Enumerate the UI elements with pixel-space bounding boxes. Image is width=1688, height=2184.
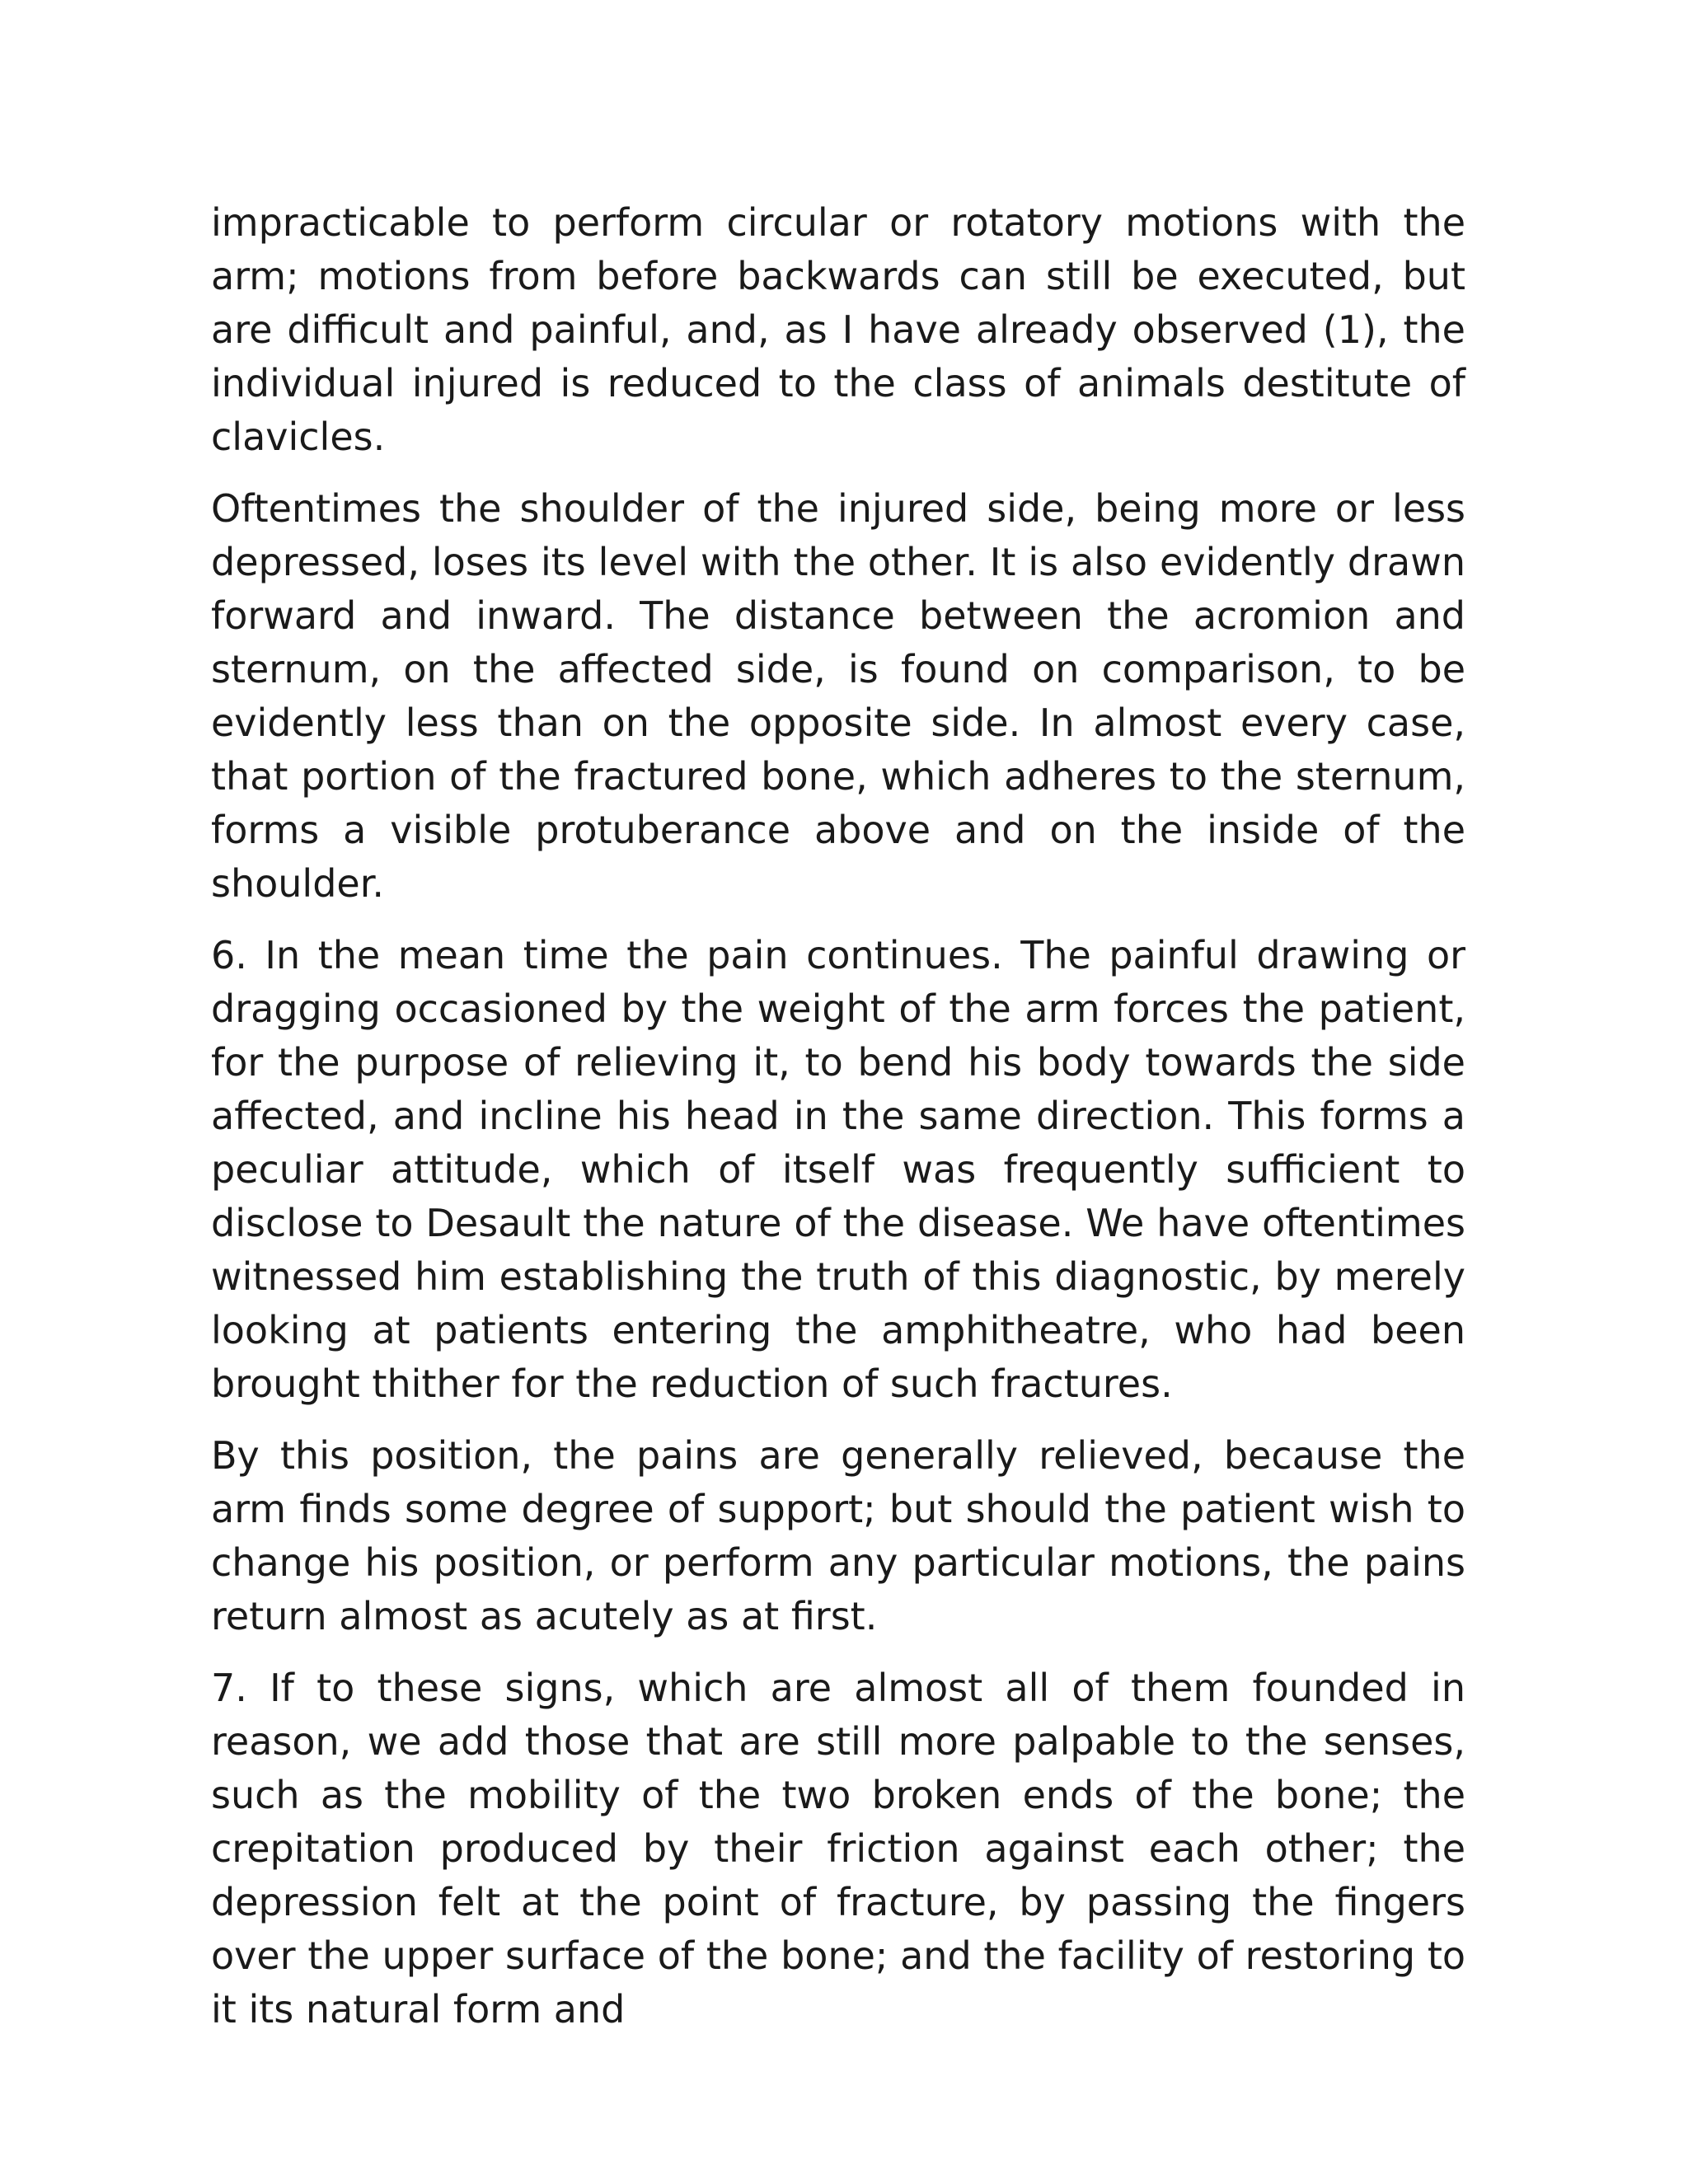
body-text (211, 196, 1465, 2055)
paragraph: By this position, the pains are generally relieved, because the arm finds some degree of support; but should the patient wish to change his position, or perform any particular motions, the pains return almost as acutely as at first. (211, 1433, 1465, 1638)
paragraph: 7. If to these signs, which are almost all of them founded in reason, we add those that are still more palpable to the senses, such as the mobility of the two broken ends of the bone; the crepitation produced by their friction against each other; the depression felt at the point of fracture, by passing the fingers over the upper surface of the bone; and the facility of restoring to it its natural form and (211, 1666, 1465, 2032)
paragraph: impracticable to perform circular or rotatory motions with the arm; motions from before backwards can still be executed, but are difficult and painful, and, as I have already observed (1), the individual injured is reduced to the class of animals destitute of clavicles. (211, 200, 1465, 459)
paragraph: 6. In the mean time the pain continues. The painful drawing or dragging occasioned by the weight of the arm forces the patient, for the purpose of relieving it, to bend his body towards the side affected, and incline his head in the same direction. This forms a peculiar attitude, which of itself was frequently sufficient to disclose to Desault the nature of the disease. We have oftentimes witnessed him establishing the truth of this diagnostic, by merely looking at patients entering the amphitheatre, who had been brought thither for the reduction of such fractures. (211, 933, 1465, 1406)
paragraph: Oftentimes the shoulder of the injured side, being more or less depressed, loses its level with the other. It is also evidently drawn forward and inward. The distance between the acromion and sternum, on the affected side, is found on comparison, to be evidently less than on the opposite side. In almost every case, that portion of the fractured bone, which adheres to the sternum, forms a visible protuberance above and on the inside of the shoulder. (211, 486, 1465, 906)
